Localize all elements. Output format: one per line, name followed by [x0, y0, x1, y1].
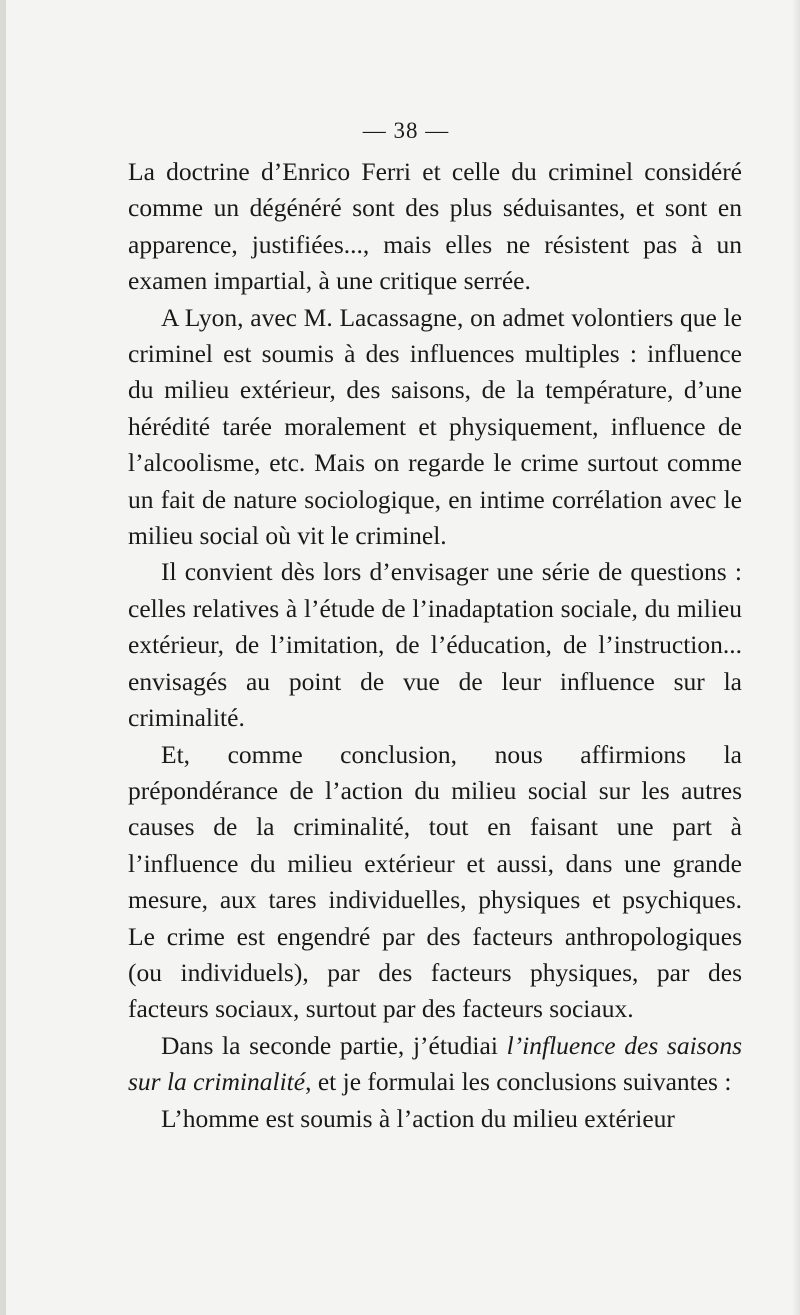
text-segment: La doctrine d’Enrico Ferri et celle du criminel considéré comme un dégénéré sont des plus séduisantes, et sont en apparence, justifiées..., mais elles ne résistent pas à un examen impartial, à une critique serrée.	[128, 157, 742, 296]
paragraph-2	[128, 300, 742, 555]
paragraph-1	[128, 154, 742, 300]
paragraph-4	[128, 737, 742, 1028]
italic-title: l’influence des saisons sur la criminalité	[128, 1030, 743, 1097]
text-segment: Il convient dès lors d’envisager une série de questions : celles relatives à l’étude de l’inadaptation sociale, du milieu extérieur, de l’imitation, de l’éducation, de l’instruction... envisagés au point de vue de leur influence sur la criminalité.	[128, 557, 742, 733]
text-segment: Dans la seconde partie, j’étudiai	[161, 1030, 507, 1060]
paragraph-3	[128, 554, 742, 736]
text-segment: L’homme est soumis à l’action du milieu extérieur	[161, 1103, 675, 1133]
paragraph-6	[128, 1101, 742, 1137]
page-number: — 38 —	[362, 118, 450, 143]
page-body	[128, 154, 742, 1137]
text-segment: , et je formulai les conclusions suivantes :	[305, 1067, 732, 1097]
paragraph-5	[128, 1028, 742, 1101]
text-segment: A Lyon, avec M. Lacassagne, on admet volontiers que le criminel est soumis à des influences multiples : influence du milieu extérieur, des saisons, de la température, d’une hérédité tarée moralement et physiquement, influence de l’alcoolisme, etc. Mais on regarde le crime surtout comme un fait de nature sociologique, en intime corrélation avec le milieu social où vit le criminel.	[128, 302, 742, 551]
text-segment: Et, comme conclusion, nous affirmions la prépondérance de l’action du milieu social sur les autres causes de la criminalité, tout en faisant une part à l’influence du milieu extérieur et aussi, dans une grande mesure, aux tares individuelles, physiques et psychiques. Le crime est engendré par des facteurs anthropologiques (ou individuels), par des facteurs physiques, par des facteurs sociaux, surtout par des facteurs sociaux.	[128, 739, 742, 1024]
